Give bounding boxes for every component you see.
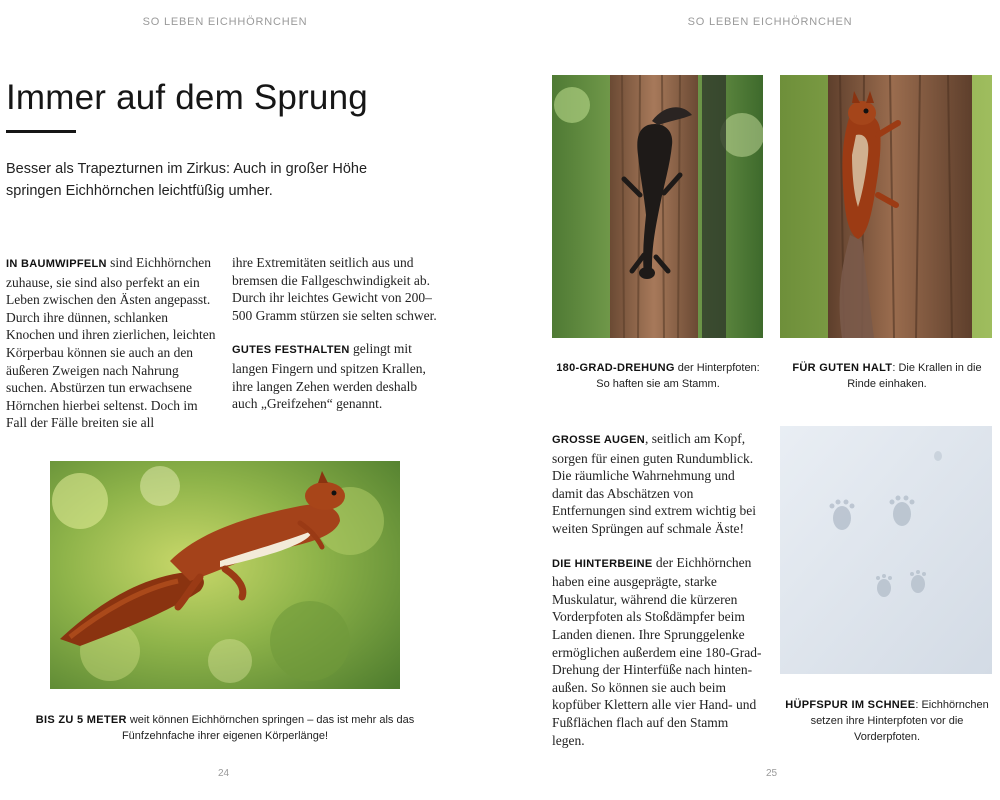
caption-drehung	[550, 360, 766, 392]
title-underline	[6, 130, 76, 133]
caption-huepfspur-text: : Eichhörnchen setzen ihre Hinterpfoten vor die Vorderpfoten.	[810, 699, 989, 743]
body-column-2	[232, 254, 444, 429]
caption-halt	[780, 360, 994, 392]
squirrel-climbing-image	[780, 75, 992, 338]
caption-jump-runin: BIS ZU 5 METER	[35, 714, 127, 726]
photo-jumping-squirrel	[50, 461, 400, 689]
paragraph-festhalten-text: gelingt mit langen Fingern und spitzen Krallen, ihre langen Zehen werden deshalb auch „Greifzehen“ genannt.	[232, 341, 426, 412]
lead-paragraph: Besser als Trapezturnen im Zirkus: Auch in großer Höhe springen Eichhörnchen leichtfüßig umher.	[6, 161, 368, 199]
runin-baumwipfeln: IN BAUMWIPFELN	[6, 258, 107, 270]
photo-snow-tracks	[780, 426, 992, 674]
paragraph-extremitaeten: ihre Extremitäten seitlich aus und bremsen die Fallgeschwindigkeit ab. Durch ihr leichtes Gewicht von 200–500 Gramm stürzen sie selten schwer.	[232, 255, 437, 323]
running-head-right: SO LEBEN EICHHÖRNCHEN	[687, 16, 853, 28]
page-number-left: 24	[218, 768, 230, 779]
body-column-3	[552, 430, 764, 765]
paragraph-augen-text: , seitlich am Kopf, sorgen für einen guten Rundumblick. Die räumliche Wahrnehmung und damit das Abschätzen von Entfernungen sind extrem wichtig bei weiten Sprüngen auf schmale Äste!	[552, 431, 756, 536]
photo-squirrel-upside-down	[552, 75, 763, 338]
caption-huepfspur	[778, 697, 996, 745]
caption-jump-text: weit können Eichhörnchen springen – das ist mehr als das Fünfzehnfache ihrer eigenen Körperlänge!	[121, 714, 415, 742]
squirrel-upside-down-image	[552, 75, 763, 338]
body-column-1	[6, 254, 218, 448]
caption-drehung-runin: 180-GRAD-DREHUNG	[556, 362, 675, 374]
caption-drehung-text: der Hinterpfoten: So haften sie am Stamm.	[596, 362, 760, 390]
paragraph-hinterbeine	[552, 554, 764, 750]
caption-halt-text: : Die Krallen in die Rinde einhaken.	[847, 362, 982, 390]
runin-festhalten: GUTES FESTHALTEN	[232, 344, 350, 357]
paragraph-hinterbeine-text: der Eichhörnchen haben eine ausgeprägte, starke Muskulatur, während die kürzeren Vorderpfoten als Stoßdämpfer beim Landen dienen. Ihre Sprunggelenke ermöglichen außerdem eine 180-Grad-Drehung der Hinterfüße nach hinten-außen. So können sie auch beim kopfüber Klettern alle vier Hand- und Fußflächen flach auf den Stamm legen.	[552, 554, 762, 748]
runin-hinterbeine: DIE HINTERBEINE	[552, 557, 653, 570]
caption-jump	[30, 712, 420, 744]
paragraph-baumwipfeln-text: sind Eichhörnchen zuhause, sie sind also perfekt an ein Leben zwischen den Ästen angepasst. Durch ihre dünnen, schlanken Knochen und ihren zierlichen, leichten Körperbau können sie auch an den äußeren Zweigen nach Nahrung suchen. Abstürzen tun erwachsene Hörnchen hierbei seltenst. Doch im Fall der Fälle breiten sie all	[6, 255, 216, 431]
photo-squirrel-climbing	[780, 75, 992, 338]
page-title: Immer auf dem Sprung	[6, 78, 368, 117]
paragraph-augen	[552, 430, 764, 538]
caption-huepfspur-runin: HÜPFSPUR IM SCHNEE	[785, 699, 916, 711]
right-page	[500, 0, 1000, 800]
running-head-left: SO LEBEN EICHHÖRNCHEN	[142, 16, 308, 28]
runin-augen: GROSSE AUGEN	[552, 434, 646, 446]
snow-tracks-image	[780, 426, 992, 674]
caption-halt-runin: FÜR GUTEN HALT	[792, 362, 893, 374]
page-number-right: 25	[766, 768, 778, 779]
paragraph-festhalten	[232, 340, 444, 412]
paragraph-baumwipfeln	[6, 254, 218, 432]
jumping-squirrel-image	[50, 461, 400, 689]
